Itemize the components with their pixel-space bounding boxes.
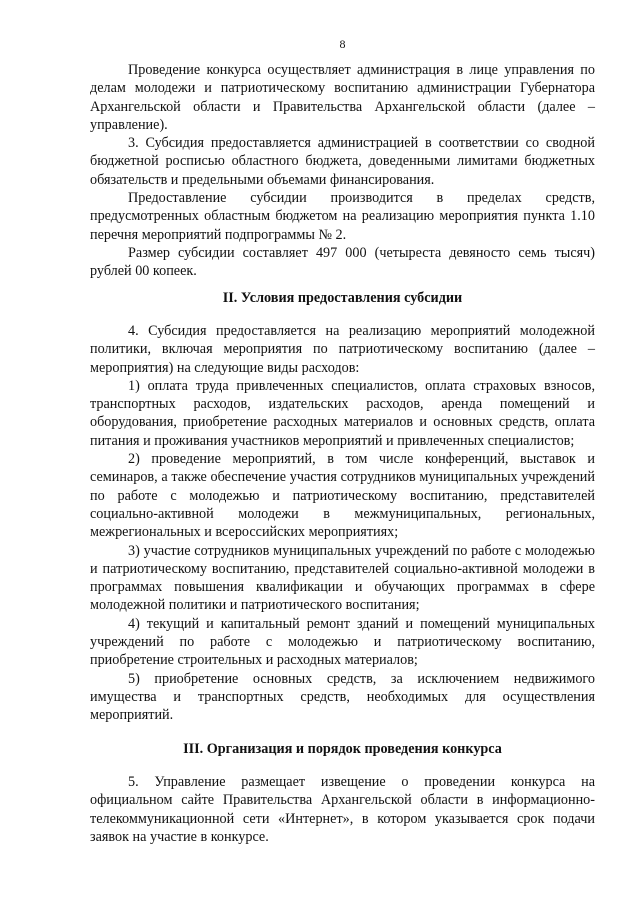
section-heading: III. Организация и порядок проведения конкурса <box>183 741 502 757</box>
section-heading: II. Условия предоставления субсидии <box>222 290 463 306</box>
paragraph: 5. Управление размещает извещение о проведении конкурса на официальном сайте Правительства Архангельской области в информационно-телекоммуникационной сети «Интернет», в котором указывается срок подачи заявок на участие в конкурсе. <box>90 774 595 845</box>
paragraph: Размер субсидии составляет 497 000 (четыреста девяносто семь тысяч) рублей 00 копеек. <box>90 244 595 280</box>
paragraph: 3. Субсидия предоставляется администрацией в соответствии со сводной бюджетной росписью областного бюджета, доведенными лимитами бюджетных обязательств и предельными объемами финансирования. <box>90 135 595 188</box>
list-item: 4) текущий и капитальный ремонт зданий и помещений муниципальных учреждений по работе с молодежью и патриотическому воспитанию, приобретение строительных и расходных материалов; <box>90 615 595 669</box>
list-item: 5) приобретение основных средств, за исключением недвижимого имущества и транспортных средств, необходимых для осуществления мероприятий. <box>90 670 595 724</box>
section-3-text <box>90 773 595 846</box>
paragraph: Предоставление субсидии производится в пределах средств, предусмотренных областным бюджетом на реализацию мероприятия пункта 1.10 перечня мероприятий подпрограммы № 2. <box>90 190 595 243</box>
list-item: 2) проведение мероприятий, в том числе конференций, выставок и семинаров, а также обеспечение участия сотрудников муниципальных учреждений по работе с молодежью и патриотическому воспитанию, представителей социально-активной молодежи в межмуниципальных, региональных, межрегиональных и всероссийских мероприятиях; <box>90 451 595 541</box>
list-item: 1) оплата труда привлеченных специалистов, оплата страховых взносов, транспортных расходов, издательских расходов, аренда помещений и оборудования, приобретение расходных материалов и основных средств, оплата питания и проживания участников мероприятий и привлеченных специалистов; <box>90 377 595 449</box>
section-2-text <box>90 322 595 725</box>
paragraph: Проведение конкурса осуществляет администрация в лице управления по делам молодежи и патриотическому воспитанию администрации Губернатора Архангельской области и Правительства Архангельской области (далее – управление). <box>90 62 595 133</box>
page-number: 8 <box>339 37 346 51</box>
section-2-heading-wrap <box>90 289 595 307</box>
list-item: 3) участие сотрудников муниципальных учреждений по работе с молодежью и патриотическому воспитанию, представителей социально-активной молодежи в программах повышения квалификации и обучающих программах в сфере молодежной политики и патриотического воспитания; <box>90 542 595 614</box>
section-3-heading-wrap <box>90 740 595 758</box>
paragraph: 4. Субсидия предоставляется на реализацию мероприятий молодежной политики, включая мероприятия по патриотическому воспитанию (далее – мероприятия) на следующие виды расходов: <box>90 323 595 376</box>
section-1-text <box>90 61 595 281</box>
